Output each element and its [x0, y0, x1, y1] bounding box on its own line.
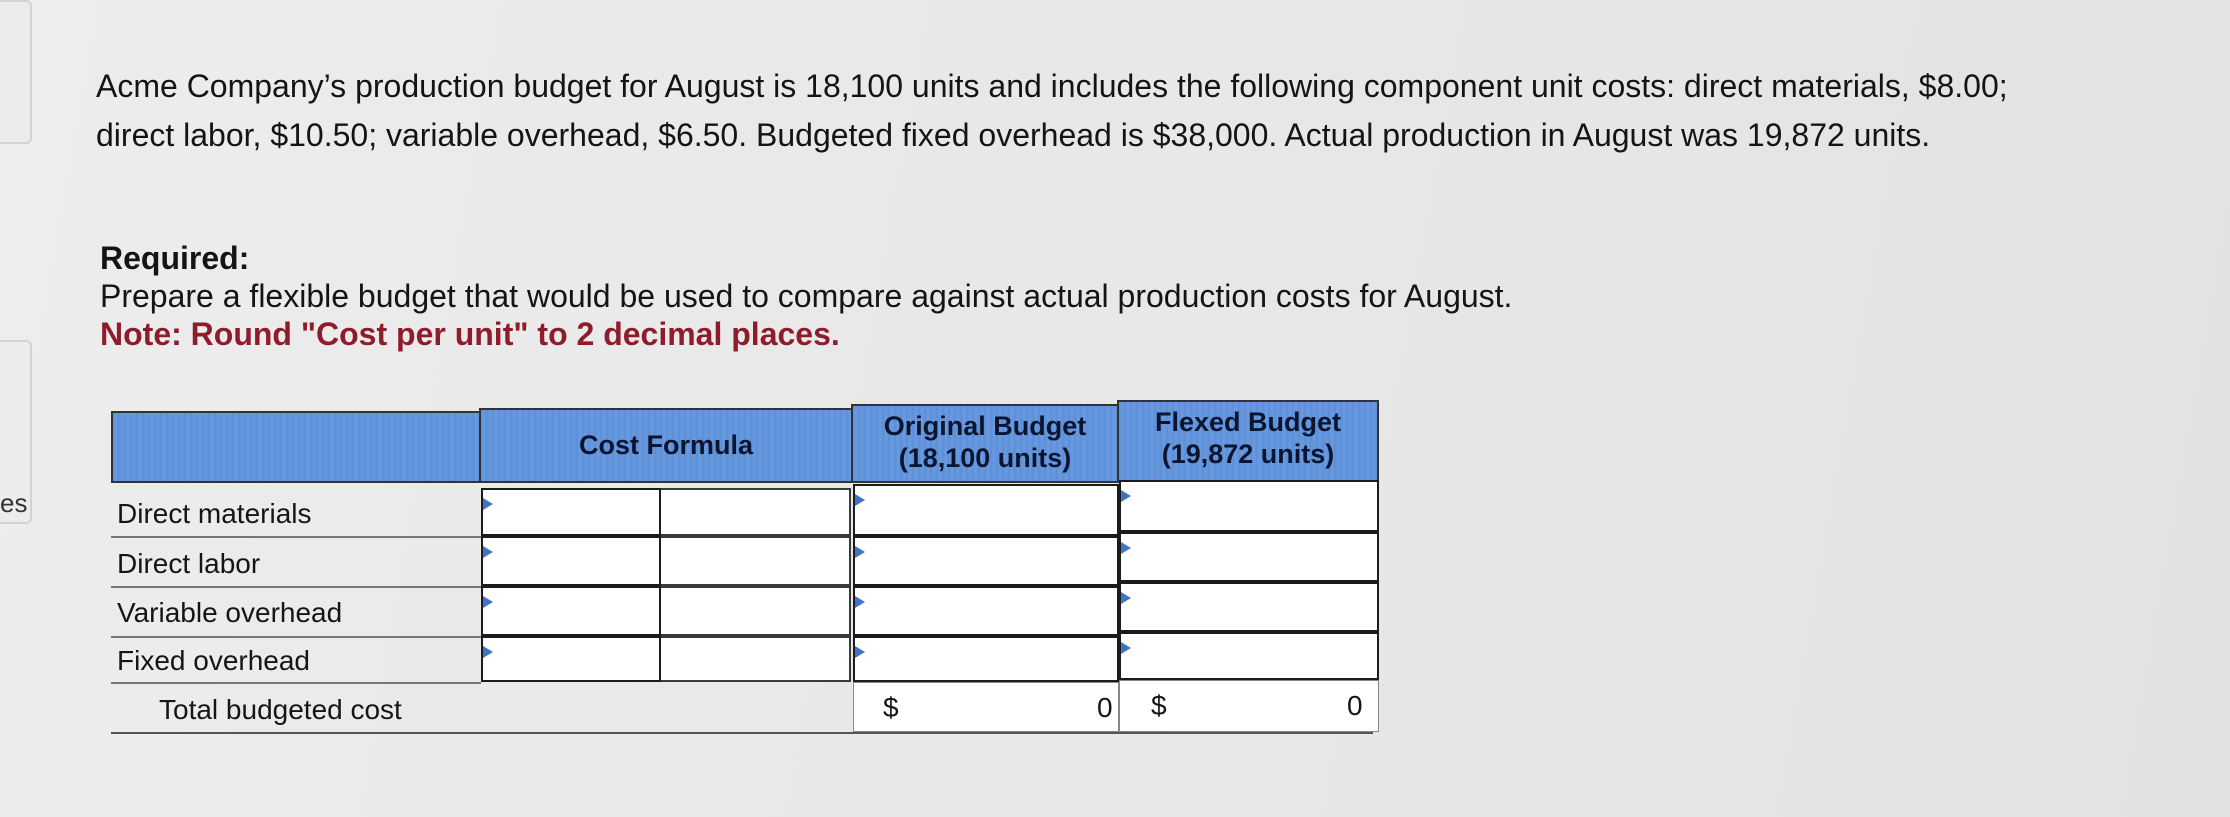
- fixed-overhead-flexed-input[interactable]: [1119, 632, 1379, 680]
- required-instruction: Prepare a flexible budget that would be used to compare against actual production costs for August.: [100, 278, 1513, 314]
- row-divider: [111, 636, 481, 638]
- input-marker-icon: [855, 596, 865, 608]
- input-marker-icon: [483, 596, 493, 608]
- row-label-direct-labor: Direct labor: [117, 548, 261, 579]
- input-marker-icon: [1121, 490, 1131, 502]
- input-marker-icon: [1121, 592, 1131, 604]
- direct-materials-formula-rate-input[interactable]: [481, 488, 661, 536]
- direct-materials-flexed-input[interactable]: [1119, 480, 1379, 532]
- direct-materials-formula-base-input[interactable]: [661, 488, 851, 536]
- direct-labor-formula-rate-input[interactable]: [481, 536, 661, 586]
- table-bottom-border: [111, 732, 1373, 734]
- input-marker-icon: [855, 546, 865, 558]
- header-blank: [111, 411, 481, 483]
- row-label-direct-materials: Direct materials: [117, 498, 312, 529]
- fixed-overhead-original-input[interactable]: [853, 636, 1119, 682]
- total-original-currency: $: [883, 692, 899, 723]
- direct-materials-original-input[interactable]: [853, 484, 1119, 536]
- variable-overhead-formula-base-input[interactable]: [661, 586, 851, 636]
- flexible-budget-table: [111, 396, 1371, 736]
- row-divider: [111, 536, 481, 538]
- input-marker-icon: [855, 494, 865, 506]
- total-original-value: 0: [1097, 692, 1113, 723]
- row-label-variable-overhead: Variable overhead: [117, 597, 343, 628]
- row-divider: [111, 682, 481, 684]
- input-marker-icon: [483, 546, 493, 558]
- header-original-units-label: (18,100 units): [898, 443, 1072, 473]
- row-divider: [111, 586, 481, 588]
- total-budgeted-cost-label: Total budgeted cost: [159, 694, 402, 725]
- total-flexed-value: 0: [1347, 690, 1363, 721]
- total-flexed-currency: $: [1151, 690, 1167, 721]
- rounding-note: Note: Round "Cost per unit" to 2 decimal places.: [100, 316, 840, 352]
- required-heading: Required:: [100, 240, 250, 276]
- input-marker-icon: [855, 646, 865, 658]
- row-label-fixed-overhead: Fixed overhead: [117, 645, 311, 676]
- variable-overhead-original-input[interactable]: [853, 586, 1119, 636]
- header-flexed-units-label: (19,872 units): [1161, 439, 1335, 469]
- header-flexed-budget-label: Flexed Budget: [1154, 407, 1342, 437]
- input-marker-icon: [1121, 642, 1131, 654]
- fixed-overhead-formula-rate-input[interactable]: [481, 636, 661, 682]
- edge-label: es: [0, 488, 28, 518]
- problem-statement: Acme Company’s production budget for August is 18,100 units and includes the following component unit costs: direct materials, $8.00; direct labor, $10.50; variable overhead, $6.50. Budgeted fixed overhead is $38,000. Actual production in August was 19,872 units.: [96, 68, 2008, 153]
- input-marker-icon: [1121, 542, 1131, 554]
- variable-overhead-formula-rate-input[interactable]: [481, 586, 661, 636]
- header-original-budget-label: Original Budget: [883, 411, 1087, 441]
- edge-panel-top: [0, 0, 32, 144]
- left-panel-edge: [0, 0, 30, 817]
- input-marker-icon: [483, 498, 493, 510]
- variable-overhead-flexed-input[interactable]: [1119, 582, 1379, 632]
- direct-labor-flexed-input[interactable]: [1119, 532, 1379, 582]
- header-cost-formula-label: Cost Formula: [578, 430, 753, 460]
- input-marker-icon: [483, 646, 493, 658]
- fixed-overhead-formula-base-input[interactable]: [661, 636, 851, 682]
- direct-labor-original-input[interactable]: [853, 536, 1119, 586]
- direct-labor-formula-base-input[interactable]: [661, 536, 851, 586]
